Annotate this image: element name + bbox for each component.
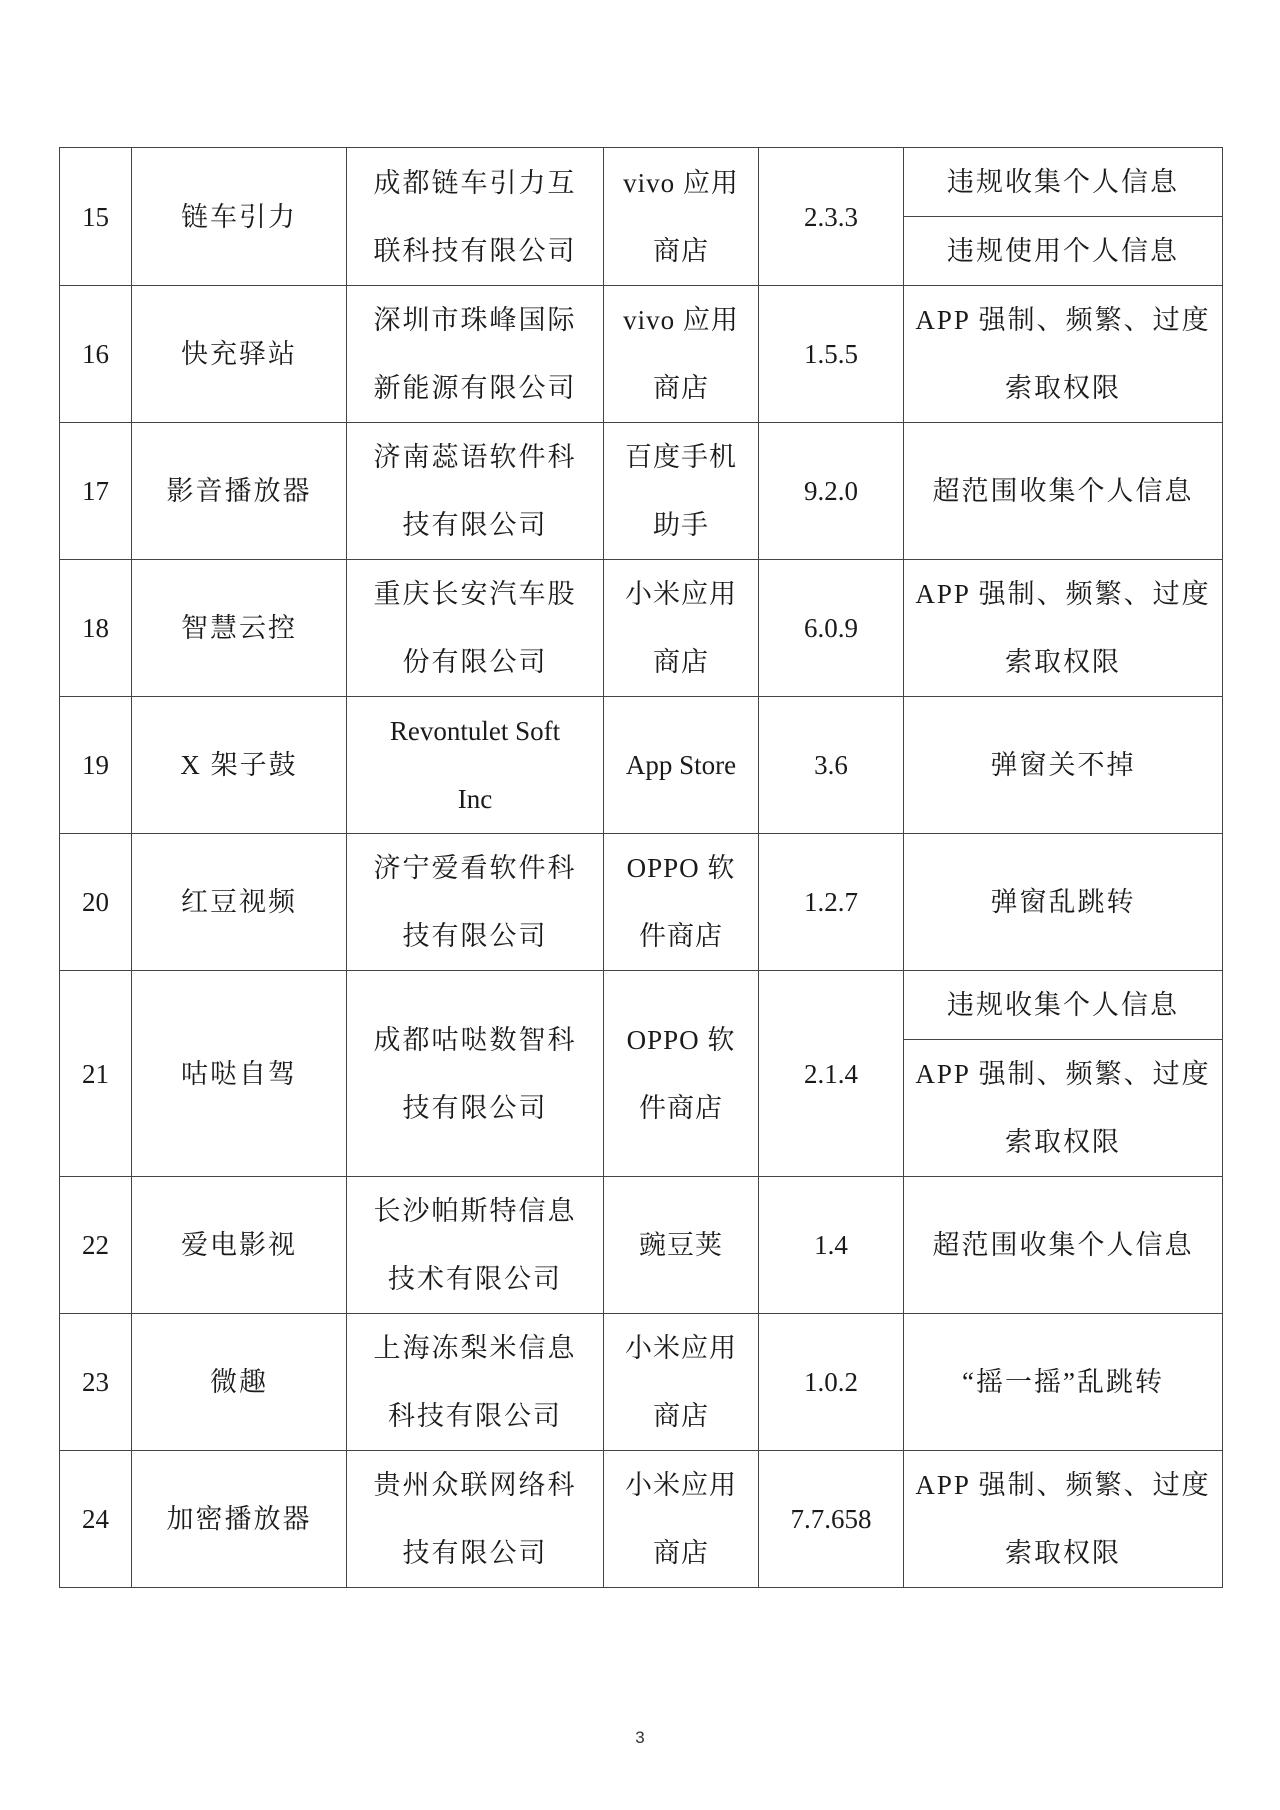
app-name: 爱电影视 [132,1177,347,1314]
company-name: 重庆长安汽车股 份有限公司 [347,560,604,697]
company-name: 上海冻梨米信息 科技有限公司 [347,1314,604,1451]
issue-text: 违规收集个人信息 [904,971,1223,1040]
row-number: 23 [60,1314,132,1451]
app-version: 3.6 [759,697,904,834]
issue-text: 超范围收集个人信息 [904,1177,1223,1314]
row-number: 20 [60,834,132,971]
page-number: 3 [635,1728,645,1747]
table-row [60,697,1223,834]
app-name: 链车引力 [132,148,347,286]
company-name: 济宁爱看软件科 技有限公司 [347,834,604,971]
app-version: 1.2.7 [759,834,904,971]
app-name: 红豆视频 [132,834,347,971]
company-name: 成都链车引力互 联科技有限公司 [347,148,604,286]
app-store: vivo 应用 商店 [604,286,759,423]
row-number: 24 [60,1451,132,1588]
row-number: 17 [60,423,132,560]
table-row [60,148,1223,217]
company-name: 成都咕哒数智科 技有限公司 [347,971,604,1177]
app-version: 7.7.658 [759,1451,904,1588]
table-row [60,560,1223,697]
row-number: 15 [60,148,132,286]
app-store: OPPO 软 件商店 [604,971,759,1177]
table-row [60,1314,1223,1451]
issue-text: APP 强制、频繁、过度 索取权限 [904,1451,1223,1588]
issue-text: 超范围收集个人信息 [904,423,1223,560]
issue-text: “摇一摇”乱跳转 [904,1314,1223,1451]
table-row [60,423,1223,560]
issue-text: 弹窗乱跳转 [904,834,1223,971]
row-number: 22 [60,1177,132,1314]
app-store: 百度手机 助手 [604,423,759,560]
row-number: 19 [60,697,132,834]
violation-table [59,147,1223,1588]
table-row [60,1451,1223,1588]
company-name: 贵州众联网络科 技有限公司 [347,1451,604,1588]
app-store: vivo 应用 商店 [604,148,759,286]
app-name: X 架子鼓 [132,697,347,834]
app-store: 小米应用 商店 [604,560,759,697]
company-name: 济南蕊语软件科 技有限公司 [347,423,604,560]
issue-text: 违规收集个人信息 [904,148,1223,217]
issue-text: APP 强制、频繁、过度 索取权限 [904,1040,1223,1177]
app-name: 智慧云控 [132,560,347,697]
app-version: 2.1.4 [759,971,904,1177]
company-name: 深圳市珠峰国际 新能源有限公司 [347,286,604,423]
app-name: 加密播放器 [132,1451,347,1588]
app-version: 1.4 [759,1177,904,1314]
app-name: 快充驿站 [132,286,347,423]
app-version: 1.0.2 [759,1314,904,1451]
app-store: 小米应用 商店 [604,1314,759,1451]
app-name: 微趣 [132,1314,347,1451]
table-row [60,971,1223,1040]
app-name: 影音播放器 [132,423,347,560]
issue-text: APP 强制、频繁、过度 索取权限 [904,560,1223,697]
app-store: 豌豆荚 [604,1177,759,1314]
company-name: Revontulet Soft Inc [347,697,604,834]
row-number: 18 [60,560,132,697]
app-name: 咕哒自驾 [132,971,347,1177]
issue-text: 弹窗关不掉 [904,697,1223,834]
row-number: 16 [60,286,132,423]
row-number: 21 [60,971,132,1177]
app-store: 小米应用 商店 [604,1451,759,1588]
table-row [60,286,1223,423]
table-row [60,834,1223,971]
issue-text: 违规使用个人信息 [904,217,1223,286]
app-version: 9.2.0 [759,423,904,560]
issue-text: APP 强制、频繁、过度 索取权限 [904,286,1223,423]
app-store: OPPO 软 件商店 [604,834,759,971]
table-row [60,1177,1223,1314]
app-version: 1.5.5 [759,286,904,423]
app-store: App Store [604,697,759,834]
company-name: 长沙帕斯特信息 技术有限公司 [347,1177,604,1314]
app-version: 2.3.3 [759,148,904,286]
app-version: 6.0.9 [759,560,904,697]
